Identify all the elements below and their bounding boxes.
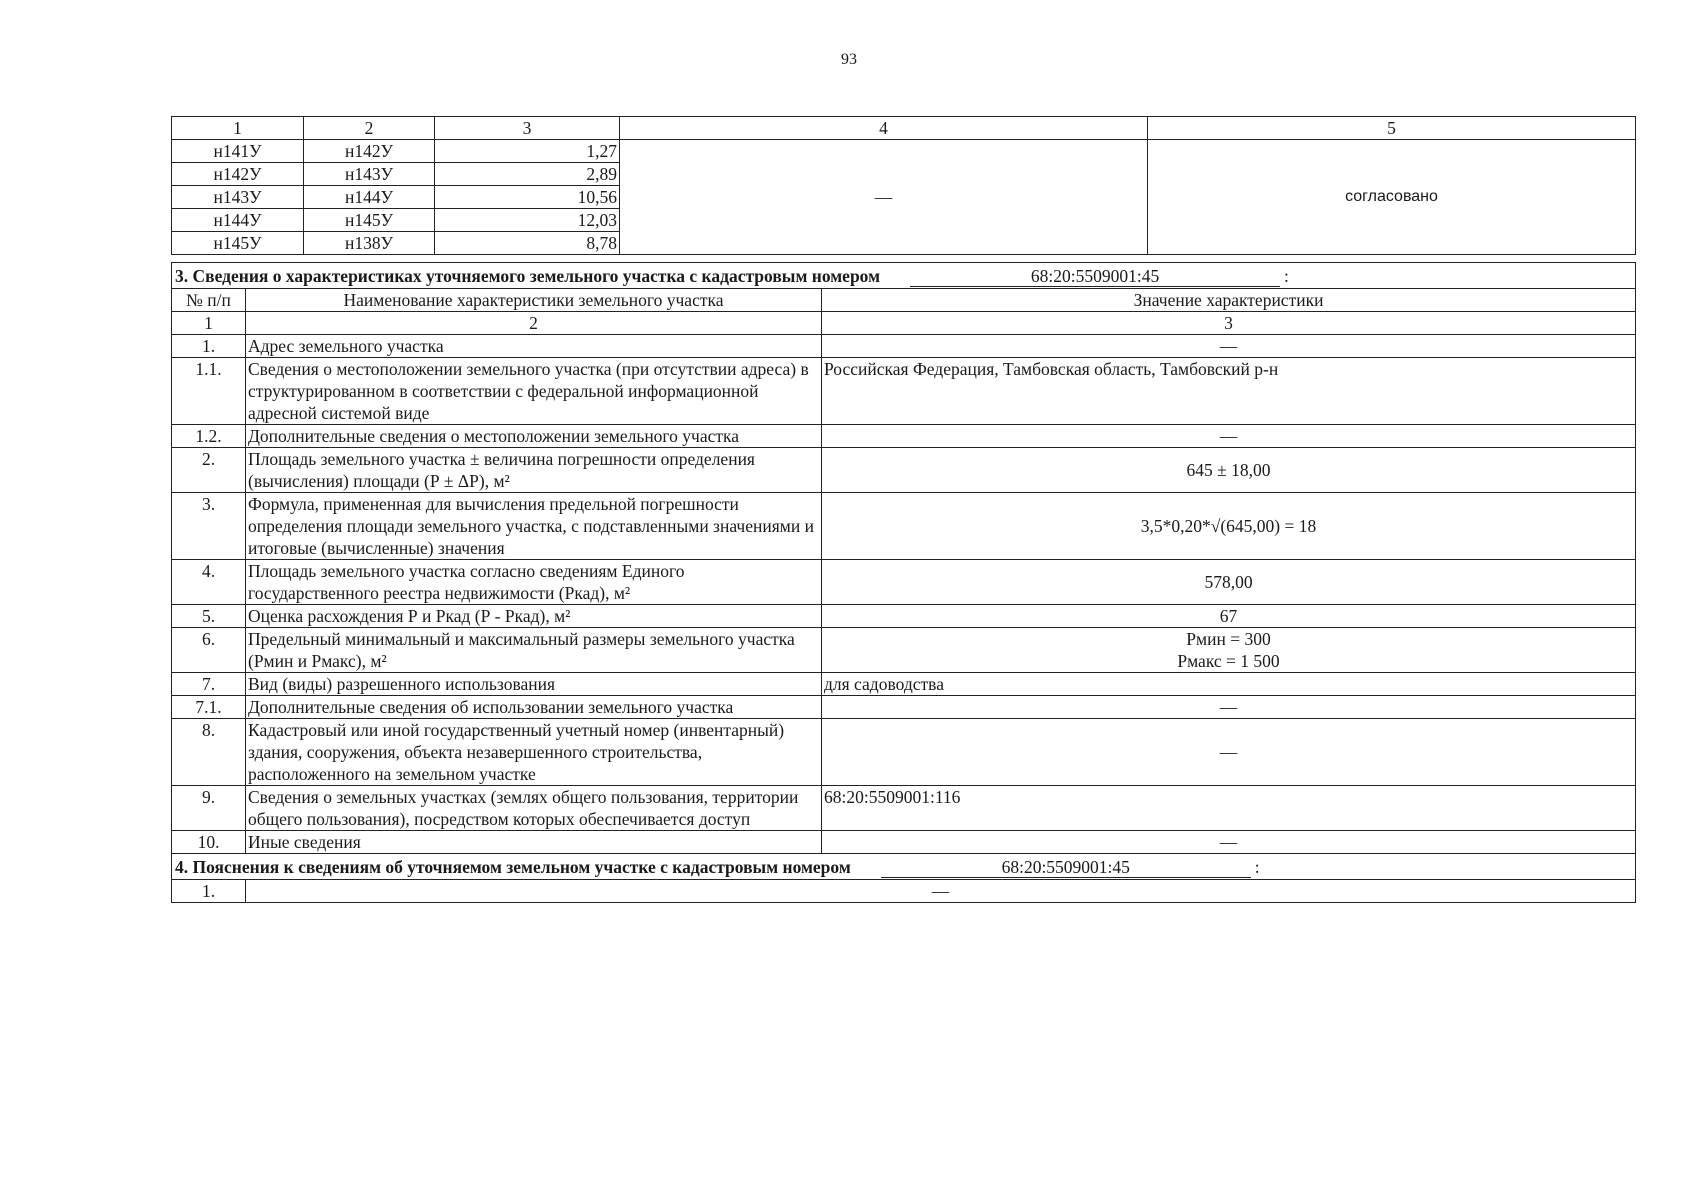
page-number: 93 [841,51,857,68]
section4-title: 4. Пояснения к сведениям об уточняемом земельном участке с кадастровым номером [175,857,851,877]
characteristic-value: 645 ± 18,00 [822,448,1636,493]
from-point: н144У [172,209,304,232]
max-size-value: Рмакс = 1 500 [1177,651,1280,671]
col-number: 3 [822,312,1636,335]
characteristic-value: для садоводства [822,673,1636,696]
table-row [172,880,1636,903]
col4-value: — [620,140,1148,255]
characteristic-value: 67 [822,605,1636,628]
characteristic-value: Российская Федерация, Тамбовская область, Тамбовский р-н [822,358,1636,425]
boundary-header-row [172,117,1636,140]
characteristic-name: Площадь земельного участка согласно сведениям Единого государственного реестра недвижимости (Ркад), м² [246,560,822,605]
min-size-value: Рмин = 300 [1186,629,1271,649]
from-point: н143У [172,186,304,209]
row-number: 10. [172,831,246,854]
characteristic-value: 3,5*0,20*√(645,00) = 18 [822,493,1636,560]
row-number: 7. [172,673,246,696]
row-number: 1.2. [172,425,246,448]
row-number: 1.1. [172,358,246,425]
row-number: 5. [172,605,246,628]
characteristic-value: — [822,696,1636,719]
section4-heading-row [172,854,1636,880]
boundary-header-cell: 3 [435,117,620,140]
characteristic-name: Площадь земельного участка ± величина погрешности определения (вычисления) площади (Р ± ΔР), м² [246,448,822,493]
row-number: 8. [172,719,246,786]
boundary-header-cell: 1 [172,117,304,140]
characteristic-name: Сведения о земельных участках (землях общего пользования, территории общего пользования), посредством которых обеспечивается доступ [246,786,822,831]
row-number: 1. [172,880,246,903]
row-number: 3. [172,493,246,560]
section3-heading [172,263,1636,289]
to-point: н145У [304,209,435,232]
characteristic-name: Предельный минимальный и максимальный размеры земельного участка (Рмин и Рмакс), м² [246,628,822,673]
characteristic-name: Дополнительные сведения об использовании земельного участка [246,696,822,719]
table-row [172,425,1636,448]
characteristic-value: — [822,335,1636,358]
table-row [172,786,1636,831]
table-row [172,493,1636,560]
to-point: н144У [304,186,435,209]
row-number: 4. [172,560,246,605]
boundary-header-cell: 2 [304,117,435,140]
characteristic-value [822,628,1636,673]
section4-cadastral-number: 68:20:5509001:45 [881,858,1251,878]
col-header-name: Наименование характеристики земельного участка [246,289,822,312]
section3-heading-row [172,263,1636,289]
segment-length: 12,03 [435,209,620,232]
agreement-status: согласовано [1148,140,1636,255]
segment-length: 8,78 [435,232,620,255]
characteristic-value: — [822,831,1636,854]
characteristic-value: — [822,425,1636,448]
characteristic-name: Дополнительные сведения о местоположении земельного участка [246,425,822,448]
section3-colon: : [1284,266,1289,286]
boundary-header-cell: 5 [1148,117,1636,140]
characteristic-name: Адрес земельного участка [246,335,822,358]
characteristic-name: Кадастровый или иной государственный учетный номер (инвентарный) здания, сооружения, объекта незавершенного строительства, расположенного на земельном участке [246,719,822,786]
section4-colon: : [1254,857,1260,877]
boundary-table [171,116,1636,255]
segment-length: 1,27 [435,140,620,163]
characteristic-value: — [822,719,1636,786]
characteristic-name: Формула, примененная для вычисления предельной погрешности определения площади земельного участка, с подставленными значениями и итоговые (вычисленные) значения [246,493,822,560]
column-number-row [172,312,1636,335]
boundary-row [172,140,1636,163]
to-point: н143У [304,163,435,186]
table-row [172,448,1636,493]
from-point: н142У [172,163,304,186]
section3-cadastral-number: 68:20:5509001:45 [910,267,1280,287]
row-number: 7.1. [172,696,246,719]
from-point: н145У [172,232,304,255]
row-number: 1. [172,335,246,358]
table-row [172,628,1636,673]
table-row [172,560,1636,605]
table-row [172,358,1636,425]
table-row [172,696,1636,719]
table-row [172,605,1636,628]
col-header-num: № п/п [172,289,246,312]
to-point: н142У [304,140,435,163]
col-header-value: Значение характеристики [822,289,1636,312]
row-number: 2. [172,448,246,493]
to-point: н138У [304,232,435,255]
segment-length: 10,56 [435,186,620,209]
characteristic-name: Сведения о местоположении земельного участка (при отсутствии адреса) в структурированном в соответствии с федеральной информационной адресной системой виде [246,358,822,425]
boundary-header-cell: 4 [620,117,1148,140]
table-row [172,831,1636,854]
table-row [172,673,1636,696]
characteristic-name: Оценка расхождения Р и Ркад (Р - Ркад), м² [246,605,822,628]
explanation-value: — [246,880,1636,903]
characteristic-value: 578,00 [822,560,1636,605]
table-row [172,719,1636,786]
characteristics-table [171,262,1636,903]
section3-title: 3. Сведения о характеристиках уточняемого земельного участка с кадастровым номером [175,266,881,286]
from-point: н141У [172,140,304,163]
section4-heading [172,854,1636,880]
row-number: 6. [172,628,246,673]
col-number: 1 [172,312,246,335]
col-number: 2 [246,312,822,335]
characteristic-name: Вид (виды) разрешенного использования [246,673,822,696]
table-row [172,335,1636,358]
characteristic-value: 68:20:5509001:116 [822,786,1636,831]
column-header-row [172,289,1636,312]
row-number: 9. [172,786,246,831]
characteristic-name: Иные сведения [246,831,822,854]
segment-length: 2,89 [435,163,620,186]
